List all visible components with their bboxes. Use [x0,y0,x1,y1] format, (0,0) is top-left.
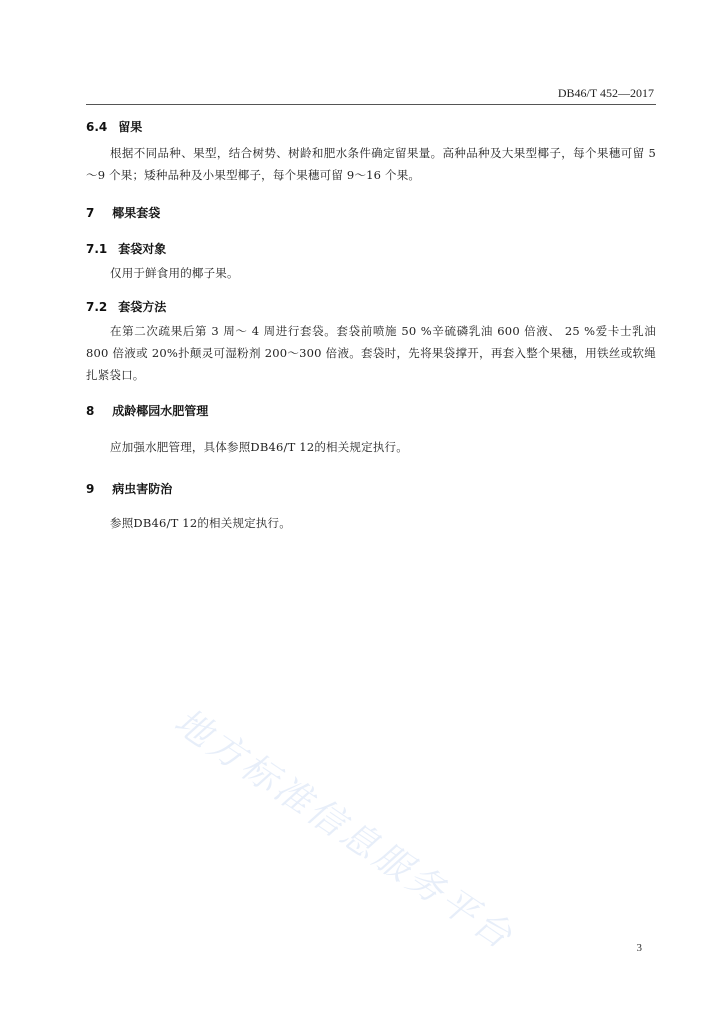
header-divider [86,104,656,105]
heading-7-1 [86,240,166,257]
paragraph-7-1: 仅用于鲜食用的椰子果。 [110,266,239,280]
section-title: 椰果套袋 [112,206,161,220]
section-number: 7.2 [86,300,108,314]
section-title: 留果 [118,120,143,134]
section-number: 9 [86,482,95,496]
document-code: DB46/T 452—2017 [557,86,654,100]
paragraph-6-4: 根据不同品种、果型，结合树势、树龄和肥水条件确定留果量。高种品种及大果型椰子，每个果穗可留 5～9 个果；矮种品种及小果型椰子，每个果穗可留 9～16 个果。 [86,146,656,182]
paragraph-8: 应加强水肥管理，具体参照DB46/T 12的相关规定执行。 [110,440,408,454]
heading-7-2 [86,298,166,315]
watermark: 地方标准信息服务平台 [166,700,522,959]
heading-7 [86,204,160,221]
section-number: 6.4 [86,120,108,134]
paragraph-9: 参照DB46/T 12的相关规定执行。 [110,516,291,530]
heading-9 [86,480,172,497]
paragraph-7-2: 在第二次疏果后第 3 周～ 4 周进行套袋。套袋前喷施 50 %辛硫磷乳油 600 倍液、 25 %爱卡士乳油 800 倍液或 20%扑颠灵可湿粉剂 200～300 倍液。套袋时，先将果袋撑开，再套入整个果穗，用铁丝或软绳扎紧袋口。 [86,324,656,382]
heading-8 [86,402,208,419]
heading-6-4 [86,118,142,135]
section-number: 8 [86,404,95,418]
section-number: 7.1 [86,242,108,256]
section-title: 套袋对象 [118,242,167,256]
section-title: 病虫害防治 [112,482,173,496]
section-title: 成龄椰园水肥管理 [112,404,209,418]
section-title: 套袋方法 [118,300,167,314]
section-number: 7 [86,206,95,220]
page-number: 3 [636,942,642,954]
